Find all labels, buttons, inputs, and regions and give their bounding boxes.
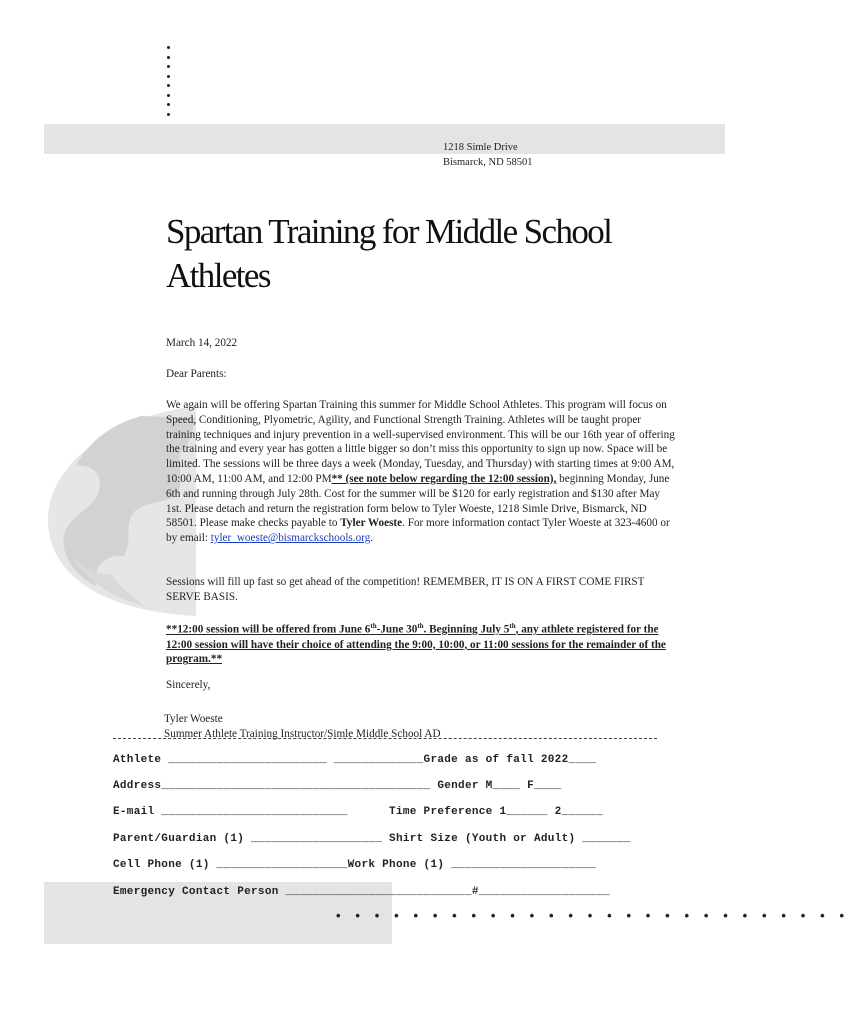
main-paragraph-part1: We again will be offering Spartan Training this summer for Middle School Athletes. This program will focus on Speed, Conditioning, Plyometric, Agility, and Functional Strength Training. Athletes will be taught proper training techniques and injury prevention in a well-supervised environment. This will be our 16th year of offering the training and every year has gotten a little bigger so don’t miss this opportunity to sign up now. Space will be limited. The sessions will be three days a week (Monday, Tuesday, and Thursday) with starting times at 9:00 AM, 10:00 AM, 11:00 AM, and 12:00 PM bbox=[166, 399, 675, 485]
note-part-d: , any athlete registered for the 12:00 session will have their choice of attending the 9:00, 10:00, or 11:00 sessions for the remainder of the program.** bbox=[166, 623, 666, 666]
header-band bbox=[44, 124, 725, 154]
detach-line bbox=[113, 738, 657, 739]
main-paragraph bbox=[166, 398, 676, 546]
address-city: Bismarck, ND 58501 bbox=[443, 157, 533, 168]
form-emergency-contact-line[interactable]: Emergency Contact Person ___________________________#___________________ bbox=[113, 886, 610, 898]
form-address-gender-line[interactable]: Address_______________________________________ Gender M____ F____ bbox=[113, 780, 562, 792]
note-sup-1: th bbox=[370, 622, 377, 630]
note-sup-2: th bbox=[417, 622, 424, 630]
sessions-paragraph: Sessions will fill up fast so get ahead of the competition! REMEMBER, IT IS ON A FIRST COME FIRST SERVE BASIS. bbox=[166, 576, 645, 603]
letter-salutation: Dear Parents: bbox=[166, 368, 227, 380]
email-link[interactable]: tyler_woeste@bismarckschools.org bbox=[210, 532, 371, 545]
note-part-c: . Beginning July 5 bbox=[423, 623, 510, 636]
payee-name: Tyler Woeste bbox=[340, 517, 403, 530]
session-note-paragraph bbox=[166, 619, 676, 667]
main-paragraph-part4: . bbox=[370, 532, 374, 545]
note-part-b: -June 30 bbox=[376, 623, 418, 636]
note-sup-3: th bbox=[509, 622, 516, 630]
signer-name: Tyler Woeste bbox=[164, 713, 223, 725]
letter-date: March 14, 2022 bbox=[166, 337, 238, 349]
form-phone-line[interactable]: Cell Phone (1) ___________________Work Phone (1) _____________________ bbox=[113, 859, 597, 871]
vertical-dots-decoration bbox=[167, 46, 173, 120]
form-athlete-grade-line[interactable]: Athlete _______________________ _____________Grade as of fall 2022____ bbox=[113, 754, 597, 766]
address-street: 1218 Simle Drive bbox=[443, 142, 518, 153]
horizontal-dots-decoration: • • • • • • • • • • • • • • • • • • • • • • • • • • • bbox=[336, 908, 850, 923]
form-parent-shirt-line[interactable]: Parent/Guardian (1) ___________________ Shirt Size (Youth or Adult) _______ bbox=[113, 833, 631, 845]
letter-closing: Sincerely, bbox=[166, 679, 211, 691]
return-address bbox=[443, 140, 533, 170]
page-title: Spartan Training for Middle School Athletes bbox=[166, 212, 612, 295]
form-email-time-line[interactable]: E-mail ___________________________ Time Preference 1______ 2______ bbox=[113, 806, 603, 818]
signer-role: Summer Athlete Training Instructor/Simle Middle School AD bbox=[164, 727, 441, 740]
note-part-a: **12:00 session will be offered from June 6 bbox=[166, 623, 371, 636]
main-paragraph-part2: beginning Monday, June 6th and running through July 28th. Cost for the summer will be $120 for early registration and $130 after May 1st. Please detach and return the registration form below to Tyler Woeste, 1218 Simle Drive, Bismarck, ND 58501. Please make checks payable to bbox=[166, 472, 670, 530]
session-note-reference: ** (see note below regarding the 12:00 session), bbox=[331, 472, 557, 485]
main-paragraph-part3: . For more information contact Tyler Woeste at 323-4600 or by email: bbox=[166, 517, 670, 545]
